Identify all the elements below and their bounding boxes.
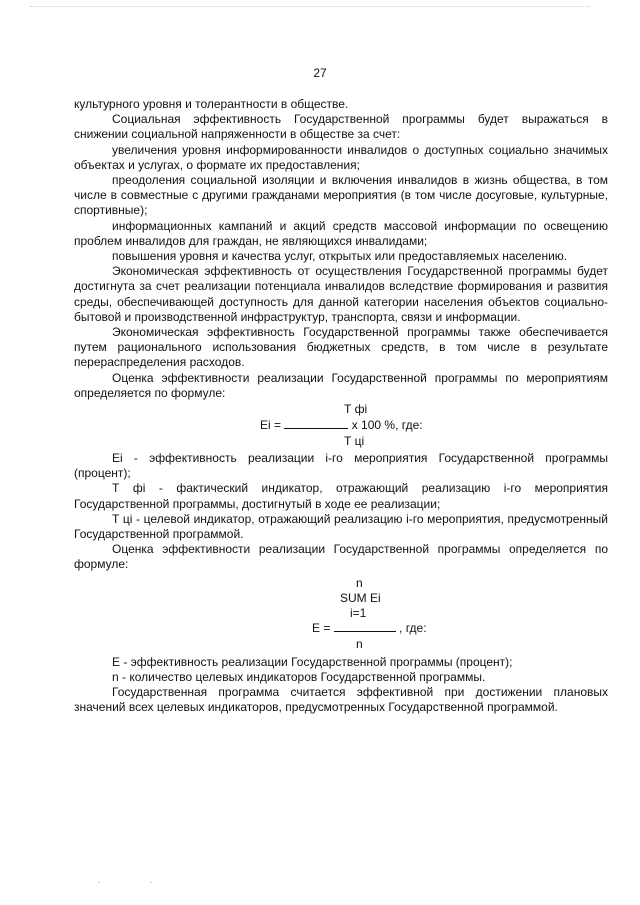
paragraph: n - количество целевых индикаторов Государственной программы.	[112, 669, 486, 684]
paragraph: Социальная эффективность Государственной программы будет выражаться в снижении социальной напряженности в обществе за счет:	[74, 112, 608, 142]
efficiency-formula-total	[74, 573, 608, 651]
formula-upper-limit: n	[356, 575, 363, 590]
formula-result-line	[312, 621, 427, 636]
paragraph: Т цi - целевой индикатор, отражающий реализацию i-го мероприятия, предусмотренный Государственной программой.	[74, 511, 608, 542]
formula-lhs: E =	[312, 620, 334, 635]
fraction-bar	[334, 631, 396, 632]
formula-rhs: , где:	[399, 620, 427, 635]
paragraph: преодоления социальной изоляции и включения инвалидов в жизнь общества, в том числе в совместные с другими гражданами мероприятия (в том числе досуговые, культурные, спортивные);	[74, 173, 608, 218]
paragraph: Ei - эффективность реализации i-го мероприятия Государственной программы (процент);	[74, 451, 608, 481]
scan-artifact-dot	[98, 882, 100, 883]
paragraph: Т фi - фактический индикатор, отражающий реализацию i-го мероприятия Государственной программы, достигнутый в ходе ее реализации;	[74, 481, 608, 511]
paragraph: Экономическая эффективность Государственной программы также обеспечивается путем рационального использования бюджетных средств, в том числе в результате перераспределения расходов.	[74, 325, 608, 370]
formula-denominator: Т цi	[344, 434, 365, 449]
scan-artifact-line	[30, 6, 590, 7]
formula-result-line	[260, 418, 423, 433]
paragraph: E - эффективность реализации Государственной программы (процент);	[112, 654, 513, 669]
formula-numerator: Т фi	[344, 402, 368, 417]
efficiency-formula-per-measure	[74, 401, 608, 451]
paragraph: Оценка эффективности реализации Государственной программы по мероприятиям определяется по формуле:	[74, 370, 608, 400]
formula-sum: SUM Ei	[340, 590, 381, 605]
page-number: 27	[313, 66, 327, 80]
formula-denominator: n	[356, 636, 363, 651]
paragraph: культурного уровня и толерантности в обществе.	[74, 97, 349, 111]
scan-artifact-dot	[150, 882, 152, 883]
paragraph: Экономическая эффективность от осуществления Государственной программы будет достигнута за счет реализации потенциала инвалидов вследствие формирования и развития среды, обеспечивающей доступность для данной категории населения объектов социально-бытовой и производственной инфраструктур, транспорта, связи и информации.	[74, 264, 608, 324]
document-body	[74, 97, 608, 716]
paragraph: информационных кампаний и акций средств массовой информации по освещению проблем инвалидов для граждан, не являющихся инвалидами;	[74, 218, 608, 248]
formula-rhs: x 100 %, где:	[351, 418, 423, 433]
formula-lhs: Ei =	[260, 418, 285, 433]
paragraph: Оценка эффективности реализации Государственной программы определяется по формуле:	[74, 542, 608, 572]
paragraph: повышения уровня и качества услуг, открытых или предоставляемых населению.	[112, 249, 568, 264]
formula-lower-limit: i=1	[350, 605, 367, 620]
paragraph: Государственная программа считается эффективной при достижении плановых значений всех целевых индикаторов, предусмотренных Государственной программой.	[74, 685, 608, 715]
paragraph: увеличения уровня информированности инвалидов о доступных социально значимых объектах и услугах, о формате их предоставления;	[74, 142, 608, 172]
fraction-bar	[284, 428, 348, 429]
